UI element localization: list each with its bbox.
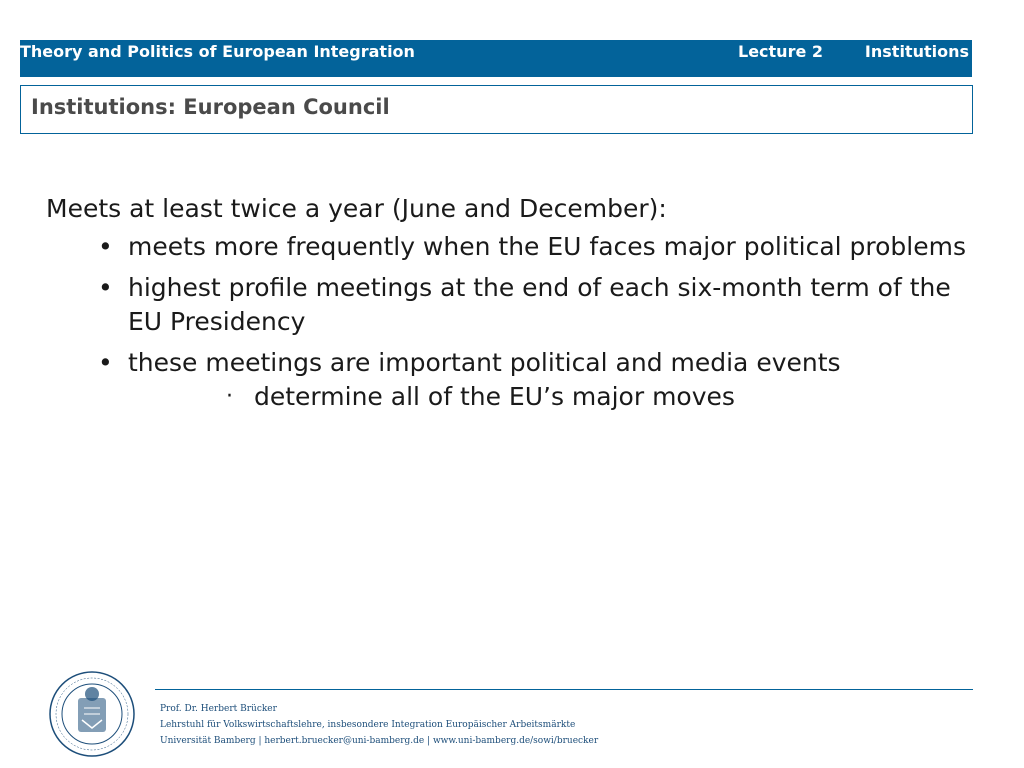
bullet-item bbox=[46, 346, 966, 414]
footer-contact: Universität Bamberg | herbert.bruecker@uni-bamberg.de | www.uni-bamberg.de/sowi/bruecker bbox=[160, 736, 599, 746]
bullet-dot-icon: • bbox=[98, 232, 113, 261]
lecture-topic: Institutions bbox=[864, 42, 969, 61]
university-seal-icon bbox=[48, 670, 136, 758]
title-box bbox=[20, 85, 973, 134]
sub-bullet-dot-icon: · bbox=[226, 384, 233, 409]
footer-chair: Lehrstuhl für Volkswirtschaftslehre, insbesondere Integration Europäischer Arbeitsmärkte bbox=[160, 720, 576, 730]
course-title: Theory and Politics of European Integration bbox=[20, 42, 415, 61]
lead-text: Meets at least twice a year (June and December): bbox=[46, 194, 667, 223]
sub-bullet-text: determine all of the EU’s major moves bbox=[254, 382, 735, 411]
bullet-item bbox=[46, 230, 966, 264]
bullet-list bbox=[46, 230, 966, 414]
bullet-text: these meetings are important political and media events bbox=[128, 348, 841, 377]
bullet-dot-icon: • bbox=[98, 348, 113, 377]
bullet-dot-icon: • bbox=[98, 273, 113, 302]
bullet-item bbox=[46, 271, 966, 339]
lecture-number: Lecture 2 bbox=[738, 42, 824, 61]
footer-divider bbox=[155, 689, 973, 690]
header-bar bbox=[20, 40, 972, 77]
bullet-text: highest profile meetings at the end of each six-month term of the EU Presidency bbox=[128, 273, 951, 336]
slide-content bbox=[46, 192, 966, 421]
bullet-text: meets more frequently when the EU faces major political problems bbox=[128, 232, 967, 261]
slide-title: Institutions: European Council bbox=[31, 95, 390, 119]
footer-author: Prof. Dr. Herbert Brücker bbox=[160, 704, 277, 714]
sub-bullet-list bbox=[128, 380, 966, 414]
sub-bullet-item bbox=[128, 380, 966, 414]
